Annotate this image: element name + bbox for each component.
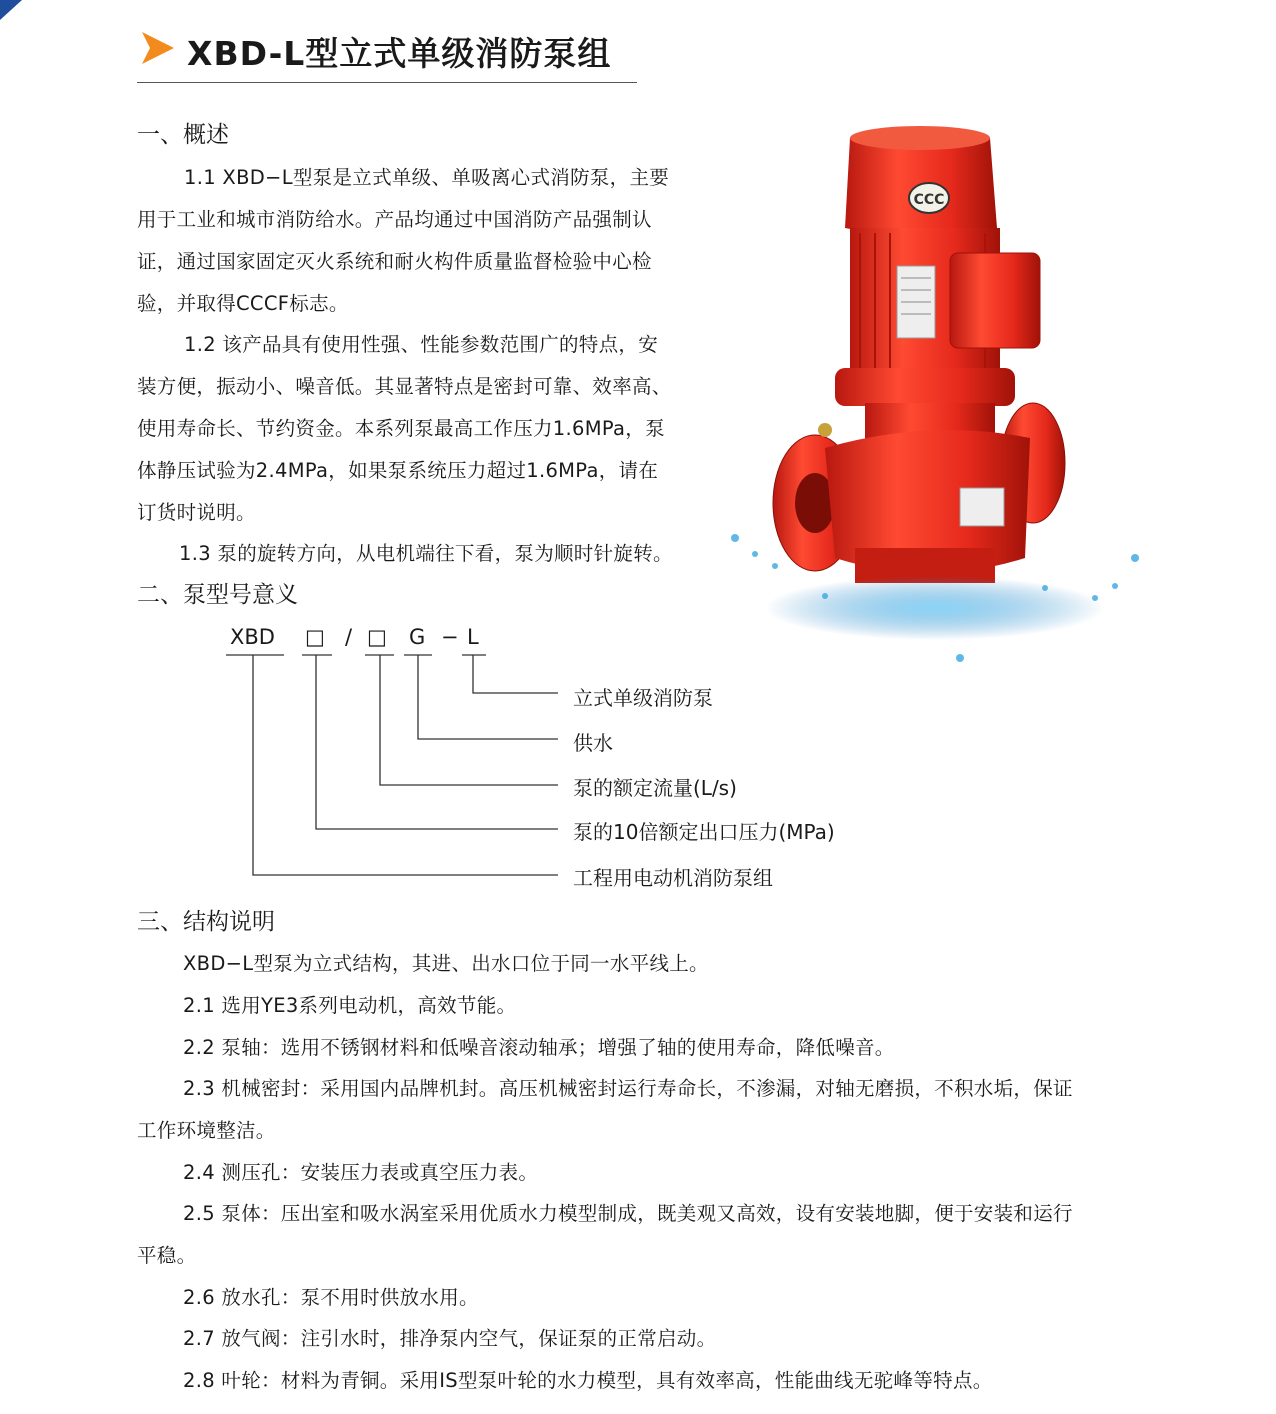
model-code-slash: / (345, 625, 353, 649)
structure-line: 2.4 测压孔：安装压力表或真空压力表。 (183, 1161, 539, 1184)
overview-line: 装方便，振动小、噪音低。其显著特点是密封可靠、效率高、 (137, 375, 672, 398)
model-label-vertical: 立式单级消防泵 (573, 686, 713, 710)
structure-line: 2.5 泵体：压出室和吸水涡室采用优质水力模型制成，既美观又高效，设有安装地脚，便于安装和运行 (183, 1202, 1073, 1225)
overview-line: 验，并取得CCCF标志。 (137, 292, 349, 315)
structure-line: 2.1 选用YE3系列电动机，高效节能。 (183, 994, 517, 1017)
model-label-unit: 工程用电动机消防泵组 (573, 866, 773, 890)
overview-line: 使用寿命长、节约资金。本系列泵最高工作压力1.6MPa，泵 (137, 417, 665, 440)
section-heading-model: 二、泵型号意义 (137, 582, 298, 608)
model-code-l: L (467, 625, 479, 649)
model-code-box-pressure: □ (305, 625, 325, 649)
structure-line: 2.2 泵轴：选用不锈钢材料和低噪音滚动轴承；增强了轴的使用寿命，降低噪音。 (183, 1036, 895, 1059)
model-code-xbd: XBD (230, 625, 275, 649)
structure-line: 2.8 叶轮：材料为青铜。采用IS型泵叶轮的水力模型，具有效率高，性能曲线无驼峰等特点。 (183, 1369, 993, 1392)
model-label-pressure: 泵的10倍额定出口压力(MPa) (573, 820, 835, 844)
overview-line: 1.3 泵的旋转方向，从电机端往下看，泵为顺时针旋转。 (179, 542, 673, 565)
overview-line: 体静压试验为2.4MPa，如果泵系统压力超过1.6MPa，请在 (137, 459, 659, 482)
svg-text:CCC: CCC (913, 192, 945, 208)
overview-line: 1.1 XBD−L型泵是立式单级、单吸离心式消防泵，主要 (184, 166, 670, 189)
overview-line: 证，通过国家固定灭火系统和耐火构件质量监督检验中心检 (137, 250, 652, 273)
structure-line: 工作环境整洁。 (137, 1119, 276, 1142)
model-code-box-flow: □ (367, 625, 387, 649)
structure-line: 2.6 放水孔：泵不用时供放水用。 (183, 1286, 479, 1309)
structure-line: 2.7 放气阀：注引水时，排净泵内空气，保证泵的正常启动。 (183, 1327, 717, 1350)
section-heading-overview: 一、概述 (137, 122, 229, 148)
model-label-supply: 供水 (573, 731, 613, 755)
model-code-g: G (409, 625, 426, 649)
overview-line: 1.2 该产品具有使用性强、性能参数范围广的特点，安 (184, 333, 659, 356)
model-label-flow: 泵的额定流量(L/s) (573, 776, 737, 800)
page-title: XBD-L型立式单级消防泵组 (187, 34, 612, 73)
overview-line: 用于工业和城市消防给水。产品均通过中国消防产品强制认 (137, 208, 652, 231)
structure-line: 2.3 机械密封：采用国内品牌机封。高压机械密封运行寿命长，不渗漏，对轴无磨损，不积水垢，保证 (183, 1077, 1073, 1100)
section-heading-structure: 三、结构说明 (137, 909, 275, 935)
overview-line: 订货时说明。 (137, 501, 256, 524)
model-code-dash: − (441, 625, 459, 649)
structure-line: XBD−L型泵为立式结构，其进、出水口位于同一水平线上。 (183, 952, 709, 975)
structure-line: 平稳。 (137, 1244, 197, 1267)
